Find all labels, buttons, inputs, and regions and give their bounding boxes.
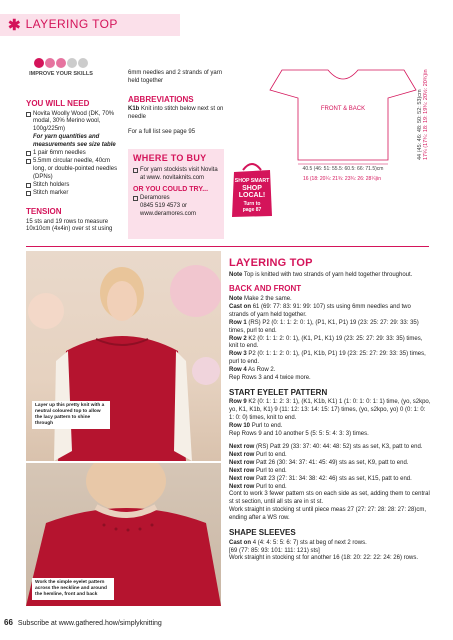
list-item: Novita Woolly Wood (DK, 70% modal, 30% Merino wool, 100g/225m) — [26, 111, 122, 135]
pattern-title: LAYERING TOP — [229, 257, 313, 269]
instruction-row: Next row (RS) Patt 29 (33: 37: 40: 44: 48: 52) sts as set, K3, patt to end. — [229, 444, 423, 451]
bag-line5: page 87 — [242, 207, 262, 213]
back-front-rows — [229, 296, 431, 383]
list-item: 5.5mm circular needle, 40cm long, or double-pointed needles (DPNs) — [26, 158, 122, 182]
instruction-row: Next row Patt 23 (27: 31: 34: 38: 42: 46) sts as set, K15, patt to end. — [229, 475, 412, 482]
model-photo-full — [26, 251, 221, 461]
instruction-row: Next row Purl to end. — [229, 451, 287, 458]
list-item: Stitch marker — [26, 190, 122, 198]
where-to-buy-box — [128, 149, 224, 239]
instruction-row: Note Make 2 the same. — [229, 295, 292, 302]
abbreviation-item: K1b Knit into stitch below next st on needle — [128, 106, 224, 121]
instruction-row: Next row Patt 26 (30: 34: 37: 41: 45: 49) sts as set, K9, patt to end. — [229, 459, 409, 466]
where-to-buy-heading: WHERE TO BUY — [133, 153, 207, 163]
eyelet-rows — [229, 399, 431, 439]
instruction-row: Rep Rows 3 and 4 twice more. — [229, 375, 311, 382]
section-header — [0, 14, 180, 36]
abbreviations-heading: ABBREVIATIONS — [128, 94, 194, 104]
photo-illustration — [26, 251, 221, 461]
instruction-row: Next row Purl to end. — [229, 467, 287, 474]
instruction-row: Cast on 61 (69: 77: 83: 91: 99: 107) sts using 6mm needles and two strands of yarn held together. — [229, 303, 411, 318]
checkbox-icon — [133, 196, 138, 201]
instruction-row: Cont to work 3 fewer pattern sts on each side as set, adding them to central st st section, until all sts are in st st. — [229, 491, 430, 506]
instruction-row: Row 9 K2 (0: 1: 1: 2: 3: 1), (K1, K1b, K1) 1 (1: 0: 1: 0: 1: 1) time, (yo, s2kpo, yo, K1, K1b, K1) 9 (11: 12: 13: 14: 15: 17) times, (yo, s2kpo, yo) 0 (0: 1: 0: 1: 0: 0) times, knit to end. — [229, 399, 431, 422]
height-measure — [417, 62, 429, 162]
model-photo-closeup — [26, 463, 221, 606]
yarn-ball-icon — [45, 58, 55, 68]
shape-sleeves-heading: SHAPE SLEEVES — [229, 528, 296, 538]
full-list-ref: For a full list see page 95 — [128, 129, 196, 136]
skill-level — [26, 58, 96, 78]
checkbox-icon — [26, 151, 31, 156]
bag-line3: LOCAL! — [238, 192, 266, 199]
instruction-row: Work straight in stocking st until piece meas 27 (27: 27: 28: 28: 27: 28)cm, ending after a WS row. — [229, 507, 426, 522]
eyelet-heading: START EYELET PATTERN — [229, 387, 328, 397]
instruction-row: Row 10 Purl to end. — [229, 423, 283, 430]
width-in: 16 (18: 20¼: 21¾: 23¾: 26: 28¼)in — [302, 176, 382, 182]
instruction-row: Row 3 P2 (0: 1: 1: 2: 0: 1), (P1, K1b, P1) 19 (23: 25: 27: 29: 33: 35) times, purl to end. — [229, 351, 426, 366]
yarn-ball-icon — [67, 58, 77, 68]
or-heading: OR YOU COULD TRY... — [133, 185, 209, 193]
tension-text: 15 sts and 19 rows to measure 10x10cm (4x4in) over st st using — [26, 218, 113, 233]
yarn-note: For yarn quantities and measurements see size table — [33, 134, 116, 149]
section-title: LAYERING TOP — [25, 17, 118, 32]
page-number: 66 — [4, 618, 13, 627]
height-in: 17¼ (17¾: 18: 19: 19¾: 20½: 20¾)in — [423, 69, 429, 160]
instruction-row: Work straight in stocking st for another 16 (18: 20: 22: 22: 24: 26) rows. — [229, 555, 418, 562]
bag-line2: SHOP — [242, 185, 262, 192]
checkbox-icon — [26, 191, 31, 196]
you-will-need — [26, 99, 122, 198]
tension-continued: 6mm needles and 2 strands of yarn held together — [128, 70, 223, 84]
checkbox-icon — [26, 159, 31, 164]
height-cm: 44 (45: 46: 48: 50: 52: 53)cm — [417, 89, 423, 160]
skill-label: IMPROVE YOUR SKILLS — [29, 71, 93, 77]
instruction-row: Rep Rows 9 and 10 another 5 (5: 5: 5: 4: 3: 3) times. — [229, 431, 369, 438]
instruction-row: Next row Purl to end. — [229, 483, 287, 490]
list-item: Deramores — [133, 195, 219, 203]
bag-line4: Turn to — [243, 201, 261, 207]
checkbox-icon — [26, 183, 31, 188]
instruction-row: Row 1 (RS) P2 (0: 1: 1: 2: 0: 1), (P1, K1, P1) 19 (23: 25: 27: 29: 33: 35) times, purl to end. — [229, 319, 419, 334]
yarn-ball-icon — [34, 58, 44, 68]
divider — [26, 246, 429, 247]
diagram-label: FRONT & BACK — [320, 106, 366, 112]
garment-diagram — [268, 62, 418, 172]
instruction-row: [69 (77: 85: 93: 101: 111: 121) sts] — [229, 547, 320, 554]
abbreviations — [128, 70, 224, 137]
yarn-ball-icon — [56, 58, 66, 68]
photo-caption: Layer up this pretty knit with a neutral coloured top to allow the lacy pattern to shine through — [32, 401, 110, 429]
back-front-heading: BACK AND FRONT — [229, 284, 302, 294]
next-rows — [229, 444, 431, 523]
phone: 0845 519 4573 or — [140, 202, 188, 209]
footer-text: Subscribe at www.gathered.how/simplyknitting — [17, 620, 162, 627]
width-cm: 40.5 (46: 51: 55.5: 60.5: 66: 71.5)cm — [302, 166, 384, 172]
bag-line1: SHOP SMART — [234, 178, 270, 184]
checkbox-icon — [26, 112, 31, 117]
instruction-row: Cast on 4 (4: 4: 5: 5: 6: 7) sts at beg of next 2 rows. — [229, 539, 367, 546]
tension-heading: TENSION — [26, 207, 62, 216]
list-item: For yarn stockists visit Novita at www. novitaknits.com — [133, 167, 219, 183]
instruction-row: Row 4 As Row 2. — [229, 367, 276, 374]
website: www.deramores.com — [140, 210, 197, 217]
checkbox-icon — [133, 168, 138, 173]
pattern-instructions — [229, 256, 431, 563]
asterisk-icon: ✱ — [8, 16, 21, 34]
list-item: 1 pair 6mm needles — [26, 150, 122, 158]
pattern-note: Note Top is knitted with two strands of yarn held together throughout. — [229, 271, 413, 278]
instruction-row: Row 2 K2 (0: 1: 1: 2: 0: 1), (K1, P1, K1) 19 (23: 25: 27: 29: 33: 35) times, knit to end. — [229, 335, 423, 350]
tension — [26, 207, 122, 234]
you-will-need-heading: YOU WILL NEED — [26, 99, 90, 108]
photo-caption: Work the simple eyelet pattern across the neckline and around the hemline, front and back — [32, 578, 114, 600]
page-footer — [4, 618, 162, 629]
skill-balls — [26, 58, 96, 68]
yarn-ball-icon — [78, 58, 88, 68]
shape-rows — [229, 540, 431, 564]
list-item: Stitch holders — [26, 182, 122, 190]
